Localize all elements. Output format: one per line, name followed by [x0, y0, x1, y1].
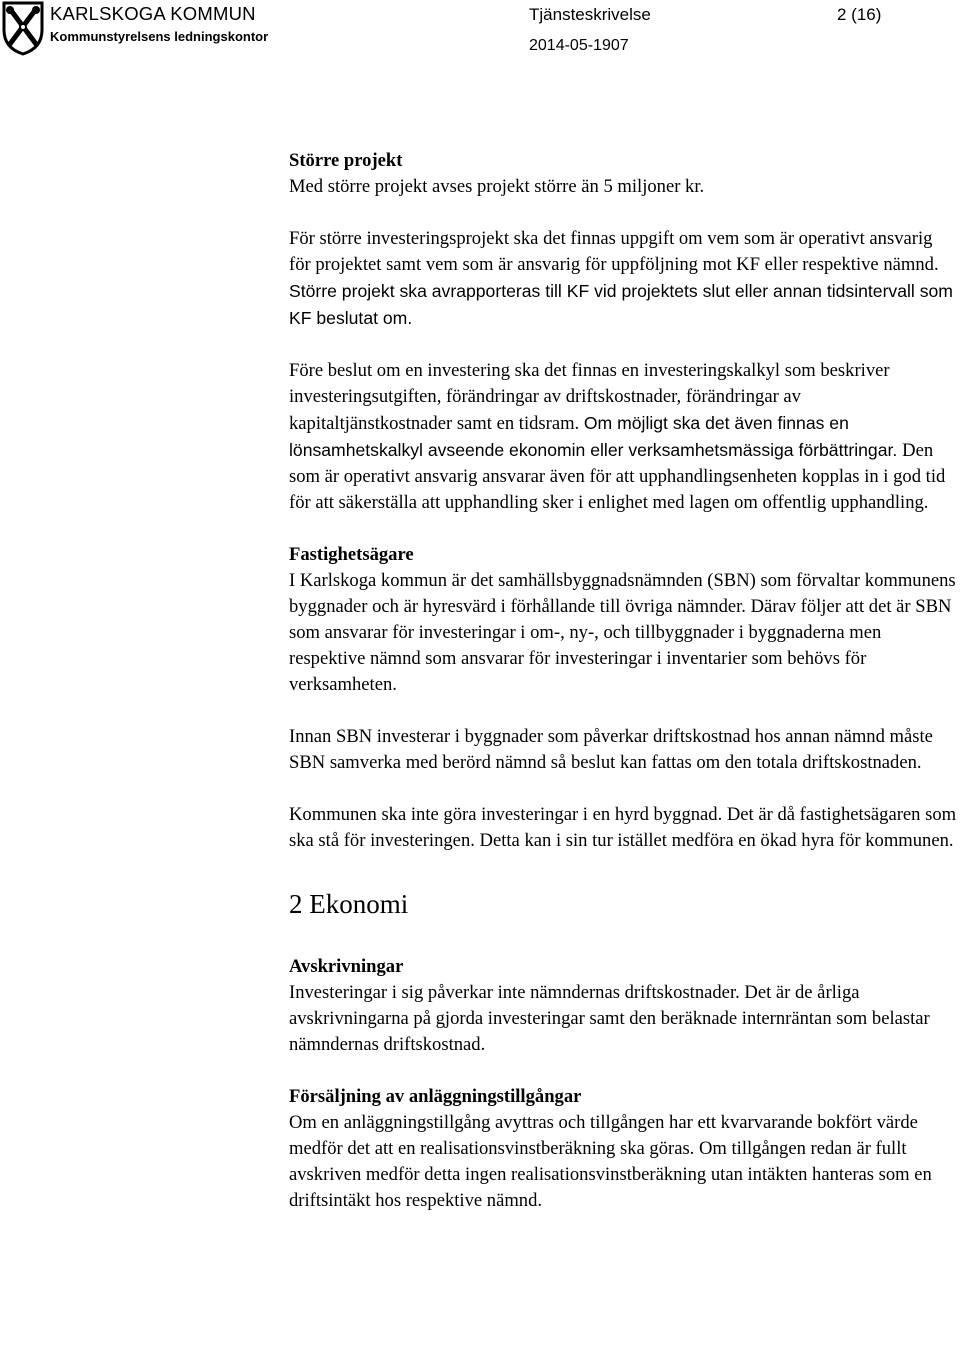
paragraph — [289, 358, 957, 516]
karlskoga-crest-icon — [0, 0, 46, 56]
page-number: 2 (16) — [837, 5, 882, 24]
section-fastighetsagare — [289, 542, 957, 698]
paragraph: Innan SBN investerar i byggnader som påverkar driftskostnad hos annan nämnd måste SBN samverka med berörd nämnd så beslut kan fattas om den totala driftskostnaden. — [289, 726, 933, 773]
chapter-heading: 2 Ekonomi — [289, 889, 409, 919]
org-unit: Kommunstyrelsens ledningskontor — [50, 29, 269, 44]
section-storre-projekt — [289, 148, 957, 200]
document-body — [289, 148, 957, 1240]
paragraph-text: Större projekt ska avrapporteras till KF vid projektets slut eller annan tidsintervall som KF beslutat om. — [289, 281, 953, 328]
paragraph: Om en anläggningstillgång avyttras och tillgången har ett kvarvarande bokfört värde medför det att en realisationsvinstberäkning ska göras. Om tillgången redan är fullt avskriven medför detta ingen realisationsvinstberäkning utan intäkten hanteras som en driftsintäkt hos respektive nämnd. — [289, 1112, 932, 1211]
paragraph: Med större projekt avses projekt större än 5 miljoner kr. — [289, 176, 705, 197]
paragraph-text: Den som är operativt ansvarig ansvarar även för att upphandlingsenheten kopplas in i god tid för att säkerställa att upphandling sker i enlighet med lagen om offentlig upphandling. — [289, 440, 946, 513]
paragraph: Investeringar i sig påverkar inte nämndernas driftskostnader. Det är de årliga avskrivningarna på gjorda investeringar samt den beräknade internräntan som belastar nämndernas driftskostnad. — [289, 982, 930, 1055]
page-header — [0, 0, 960, 60]
paragraph-text: För större investeringsprojekt ska det finnas uppgift om vem som är operativt ansvarig för projektet samt vem som är ansvarig för uppföljning mot KF eller respektive nämnd. — [289, 228, 939, 275]
section-heading: Större projekt — [289, 150, 403, 171]
section-heading: Avskrivningar — [289, 956, 404, 977]
paragraph: Kommunen ska inte göra investeringar i en hyrd byggnad. Det är då fastighetsägaren som ska stå för investeringen. Detta kan i sin tur istället medföra en ökad hyra för kommunen. — [289, 804, 957, 851]
logo — [0, 0, 269, 56]
org-name: KARLSKOGA KOMMUN — [50, 3, 256, 24]
section-forsaljning — [289, 1084, 957, 1214]
document-type: Tjänsteskrivelse — [529, 5, 651, 24]
document-date: 2014-05-1907 — [529, 37, 629, 54]
section-heading: Fastighetsägare — [289, 544, 414, 565]
paragraph — [289, 226, 957, 332]
paragraph-text: Före beslut om en investering ska det finnas en investeringskalkyl som beskriver investeringsutgiften, förändringar av driftskostnader, förändringar av kapitaltjänstkostnader samt en tidsram. — [289, 360, 890, 434]
paragraph: I Karlskoga kommun är det samhällsbyggnadsnämnden (SBN) som förvaltar kommunens byggnader och är hyresvärd i förhållande till övriga nämnder. Därav följer att det är SBN som ansvarar för investeringar i om-, ny-, och tillbyggnader i byggnaderna men respektive nämnd som ansvarar för investeringar i inventarier som behövs för verksamheten. — [289, 570, 956, 695]
paragraph-text: Om möjligt ska det även finnas en lönsamhetskalkyl avseende ekonomin eller verksamhetsmässiga förbättringar. — [289, 413, 903, 460]
section-avskrivningar — [289, 954, 957, 1058]
section-heading: Försäljning av anläggningstillgångar — [289, 1086, 582, 1107]
